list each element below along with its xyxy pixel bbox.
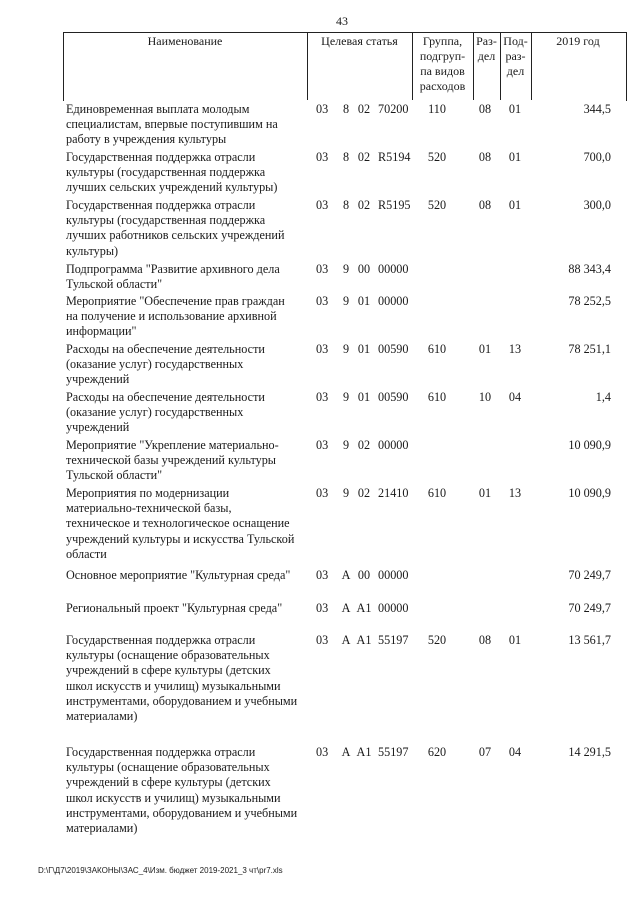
row-section: 08 <box>478 198 492 212</box>
row-t1: 03 <box>316 294 329 308</box>
row-name: Региональный проект "Культурная среда" <box>66 601 283 615</box>
row-t1: 03 <box>316 102 329 116</box>
row-t3: А1 <box>356 633 372 647</box>
row-t2: А <box>341 745 351 759</box>
row-section: 01 <box>478 342 492 356</box>
row-t1: 03 <box>316 438 329 452</box>
row-amount: 13 561,7 <box>568 633 611 647</box>
row-amount: 78 252,5 <box>568 294 611 308</box>
row-name: Государственная поддержка отрасли культуры (государственная поддержка лучших работников сельских учреждений культуры) <box>66 198 285 258</box>
row-amount: 10 090,9 <box>568 486 611 500</box>
row-name: Государственная поддержка отрасли культуры (оснащение образовательных учреждений в сфере культуры (детских школ искусств и училищ) музыкальными инструментами, оборудованием и учебными материалами) <box>66 633 298 724</box>
row-name: Расходы на обеспечение деятельности (оказание услуг) государственных учреждений <box>66 390 265 435</box>
row-t1: 03 <box>316 262 329 276</box>
row-t2: 8 <box>342 150 350 164</box>
row-t2: 9 <box>342 390 350 404</box>
row-amount: 1,4 <box>595 390 611 404</box>
row-t4: 00000 <box>378 262 409 276</box>
row-t1: 03 <box>316 568 329 582</box>
page-number: 43 <box>336 14 348 28</box>
row-t2: 9 <box>342 342 350 356</box>
row-group: 610 <box>427 342 447 356</box>
row-sub: 01 <box>508 633 522 647</box>
row-t3: 00 <box>357 262 371 276</box>
row-section: 08 <box>478 633 492 647</box>
row-sub: 01 <box>508 150 522 164</box>
row-t2: 9 <box>342 486 350 500</box>
row-name: Мероприятие "Обеспечение прав граждан на получение и использование архивной информации" <box>66 294 285 339</box>
row-t4: 00000 <box>378 568 409 582</box>
header-name: Наименование <box>147 34 223 48</box>
header-group: Группа, подгруп- па видов расходов <box>419 34 466 93</box>
row-t3: 01 <box>357 390 371 404</box>
footer-path: D:\Г\Д7\2019\ЗАКОНЫ\ЗАС_4\Изм. бюджет 2019-2021_3 чт\pr7.xls <box>38 866 283 875</box>
row-t2: А <box>341 568 351 582</box>
row-t2: 8 <box>342 102 350 116</box>
row-sub: 13 <box>508 486 522 500</box>
row-t2: А <box>341 601 351 615</box>
row-group: 520 <box>427 150 447 164</box>
row-t1: 03 <box>316 198 329 212</box>
header-section: Раз- дел <box>476 34 497 63</box>
row-amount: 70 249,7 <box>568 601 611 615</box>
row-t3: 02 <box>357 486 371 500</box>
row-t4: 00000 <box>378 438 409 452</box>
row-t2: 9 <box>342 262 350 276</box>
row-t4: 00590 <box>378 342 409 356</box>
header-year: 2019 год <box>556 34 600 48</box>
row-t4: 00590 <box>378 390 409 404</box>
row-name: Единовременная выплата молодым специалистам, впервые поступившим на работу в учреждения культуры <box>66 102 278 147</box>
row-t3: А1 <box>356 745 372 759</box>
row-amount: 300,0 <box>583 198 611 212</box>
row-t1: 03 <box>316 390 329 404</box>
row-amount: 10 090,9 <box>568 438 611 452</box>
row-sub: 13 <box>508 342 522 356</box>
row-group: 110 <box>428 102 446 116</box>
row-t1: 03 <box>316 486 329 500</box>
row-t3: 02 <box>357 198 371 212</box>
row-t1: 03 <box>316 150 329 164</box>
row-amount: 88 343,4 <box>568 262 611 276</box>
row-t4: 21410 <box>378 486 409 500</box>
header-subsection: Под- раз- дел <box>503 34 528 78</box>
row-group: 620 <box>427 745 447 759</box>
row-name: Мероприятия по модернизации материально-технической базы, техническое и технологическое оснащение учреждений культуры и искусства Тульской области <box>66 486 295 561</box>
table-header <box>63 32 626 100</box>
row-section: 01 <box>478 486 492 500</box>
row-t1: 03 <box>316 745 329 759</box>
row-t1: 03 <box>316 633 329 647</box>
row-t4: 00000 <box>378 601 409 615</box>
row-t4: 70200 <box>378 102 409 116</box>
row-group: 520 <box>427 633 447 647</box>
row-t3: 00 <box>357 568 371 582</box>
row-section: 07 <box>478 745 492 759</box>
row-t2: А <box>341 633 351 647</box>
row-t1: 03 <box>316 342 329 356</box>
row-name: Мероприятие "Укрепление материально- технической базы учреждений культуры Тульской области" <box>66 438 279 483</box>
header-target: Целевая статья <box>321 34 398 48</box>
row-group: 610 <box>427 390 447 404</box>
row-t3: 01 <box>357 342 371 356</box>
row-t2: 8 <box>342 198 350 212</box>
row-section: 08 <box>478 150 492 164</box>
row-name: Основное мероприятие "Культурная среда" <box>66 568 291 582</box>
row-name: Расходы на обеспечение деятельности (оказание услуг) государственных учреждений <box>66 342 265 387</box>
row-section: 08 <box>478 102 492 116</box>
row-sub: 01 <box>508 198 522 212</box>
row-t3: А1 <box>356 601 372 615</box>
row-amount: 78 251,1 <box>568 342 611 356</box>
row-section: 10 <box>478 390 492 404</box>
row-name: Государственная поддержка отрасли культуры (оснащение образовательных учреждений в сфере культуры (детских школ искусств и училищ) музыкальными инструментами, оборудованием и учебными материалами) <box>66 745 298 836</box>
row-t4: R5195 <box>378 198 411 212</box>
row-t3: 02 <box>357 150 371 164</box>
row-t4: R5194 <box>378 150 411 164</box>
row-t4: 00000 <box>378 294 409 308</box>
row-name: Государственная поддержка отрасли культуры (государственная поддержка лучших сельских учреждений культуры) <box>66 150 278 195</box>
row-amount: 344,5 <box>583 102 611 116</box>
row-amount: 70 249,7 <box>568 568 611 582</box>
row-t3: 01 <box>357 294 371 308</box>
row-t1: 03 <box>316 601 329 615</box>
row-t3: 02 <box>357 102 371 116</box>
row-amount: 14 291,5 <box>568 745 611 759</box>
row-sub: 04 <box>508 745 522 759</box>
row-group: 610 <box>427 486 447 500</box>
row-sub: 04 <box>508 390 522 404</box>
row-t2: 9 <box>342 438 350 452</box>
row-t4: 55197 <box>378 745 409 759</box>
row-sub: 01 <box>508 102 522 116</box>
row-t4: 55197 <box>378 633 409 647</box>
row-t2: 9 <box>342 294 350 308</box>
row-amount: 700,0 <box>583 150 611 164</box>
row-t3: 02 <box>357 438 371 452</box>
row-name: Подпрограмма "Развитие архивного дела Тульской области" <box>66 262 280 292</box>
row-group: 520 <box>427 198 447 212</box>
